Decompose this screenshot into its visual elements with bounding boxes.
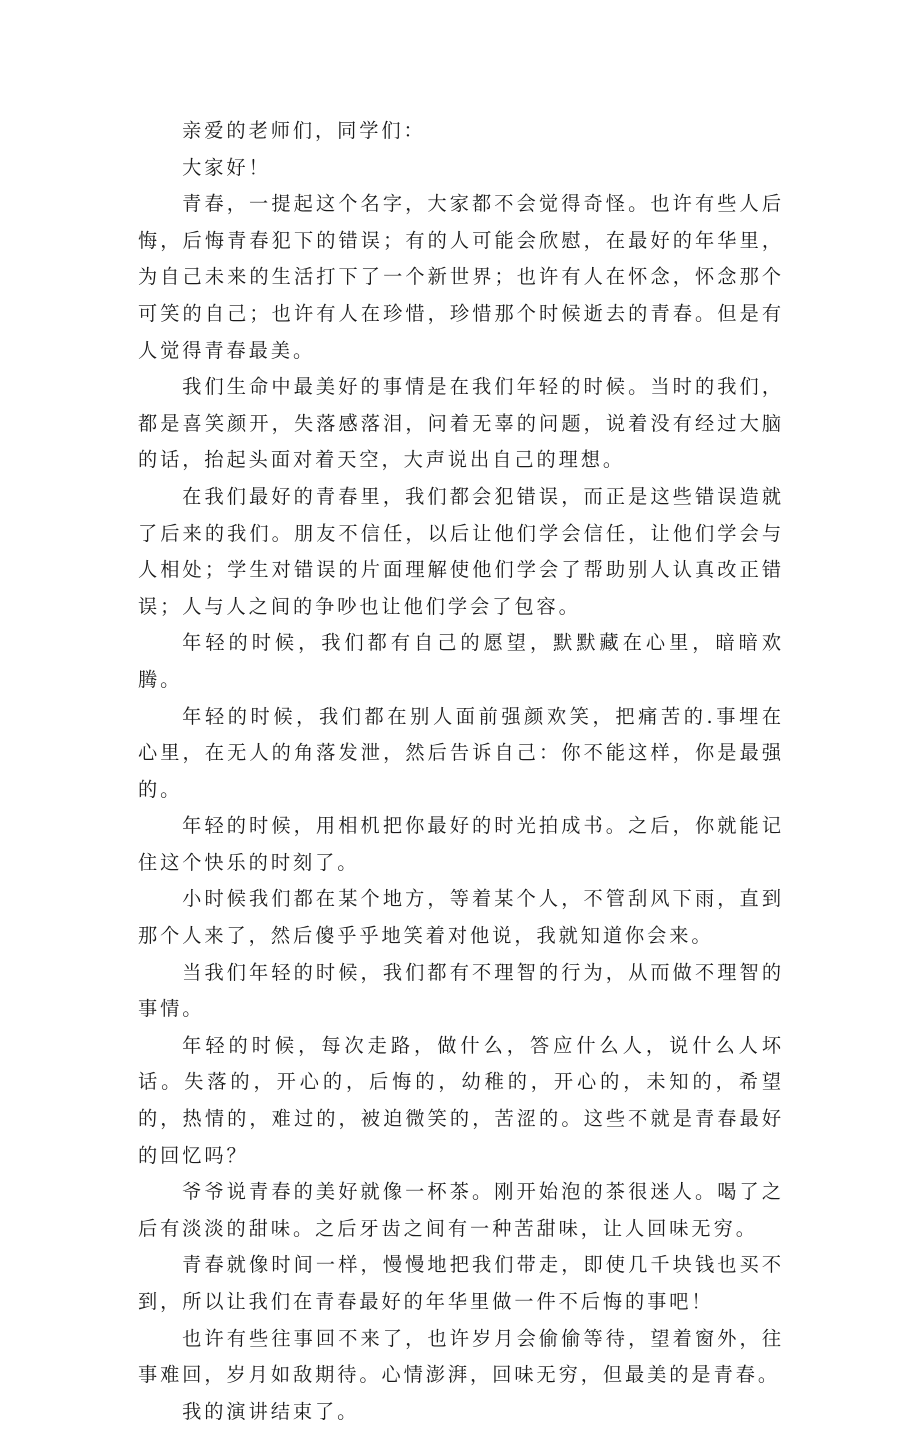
paragraph: 青春就像时间一样，慢慢地把我们带走，即使几千块钱也买不到，所以让我们在青春最好的年华里做一件不后悔的事吧！: [138, 1253, 784, 1313]
paragraph: 也许有些往事回不来了，也许岁月会偷偷等待，望着窗外，往事难回，岁月如敌期待。心情澎湃，回味无穷，但最美的是青春。: [138, 1326, 784, 1387]
paragraph: 当我们年轻的时候，我们都有不理智的行为，从而做不理智的事情。: [138, 960, 784, 1021]
paragraph: 在我们最好的青春里，我们都会犯错误，而正是这些错误造就了后来的我们。朋友不信任，以后让他们学会信任，让他们学会与人相处；学生对错误的片面理解使他们学会了帮助别人认真改正错误；人与人之间的争吵也让他们学会了包容。: [138, 484, 784, 618]
salutation: 亲爱的老师们，同学们：: [182, 119, 426, 142]
greeting: 大家好！: [182, 155, 271, 179]
speech-document: [138, 113, 784, 1430]
paragraph: 年轻的时候，我们都在别人面前强颜欢笑，把痛苦的.事埋在心里，在无人的角落发泄，然后告诉自己：你不能这样，你是最强的。: [138, 704, 784, 801]
closing-line: 我的演讲结束了。: [182, 1399, 360, 1423]
paragraph: 年轻的时候，用相机把你最好的时光拍成书。之后，你就能记住这个快乐的时刻了。: [138, 814, 784, 874]
paragraph: 年轻的时候，每次走路，做什么，答应什么人，说什么人坏话。失落的，开心的，后悔的，幼稚的，开心的，未知的，希望的，热情的，难过的，被迫微笑的，苦涩的。这些不就是青春最好的回忆吗？: [138, 1033, 784, 1167]
paragraph: 年轻的时候，我们都有自己的愿望，默默藏在心里，暗暗欢腾。: [138, 631, 784, 691]
paragraph: 青春，一提起这个名字，大家都不会觉得奇怪。也许有些人后悔，后悔青春犯下的错误；有的人可能会欣慰，在最好的年华里，为自己未来的生活打下了一个新世界；也许有人在怀念，怀念那个可笑的自己；也许有人在珍惜，珍惜那个时候逝去的青春。但是有人觉得青春最美。: [138, 192, 784, 362]
paragraph: 小时候我们都在某个地方，等着某个人，不管刮风下雨，直到那个人来了，然后傻乎乎地笑着对他说，我就知道你会来。: [138, 887, 784, 948]
paragraph: 爷爷说青春的美好就像一杯茶。刚开始泡的茶很迷人。喝了之后有淡淡的甜味。之后牙齿之间有一种苦甜味，让人回味无穷。: [138, 1180, 784, 1240]
paragraph: 我们生命中最美好的事情是在我们年轻的时候。当时的我们，都是喜笑颜开，失落感落泪，问着无辜的问题，说着没有经过大脑的话，抬起头面对着天空，大声说出自己的理想。: [138, 375, 784, 472]
